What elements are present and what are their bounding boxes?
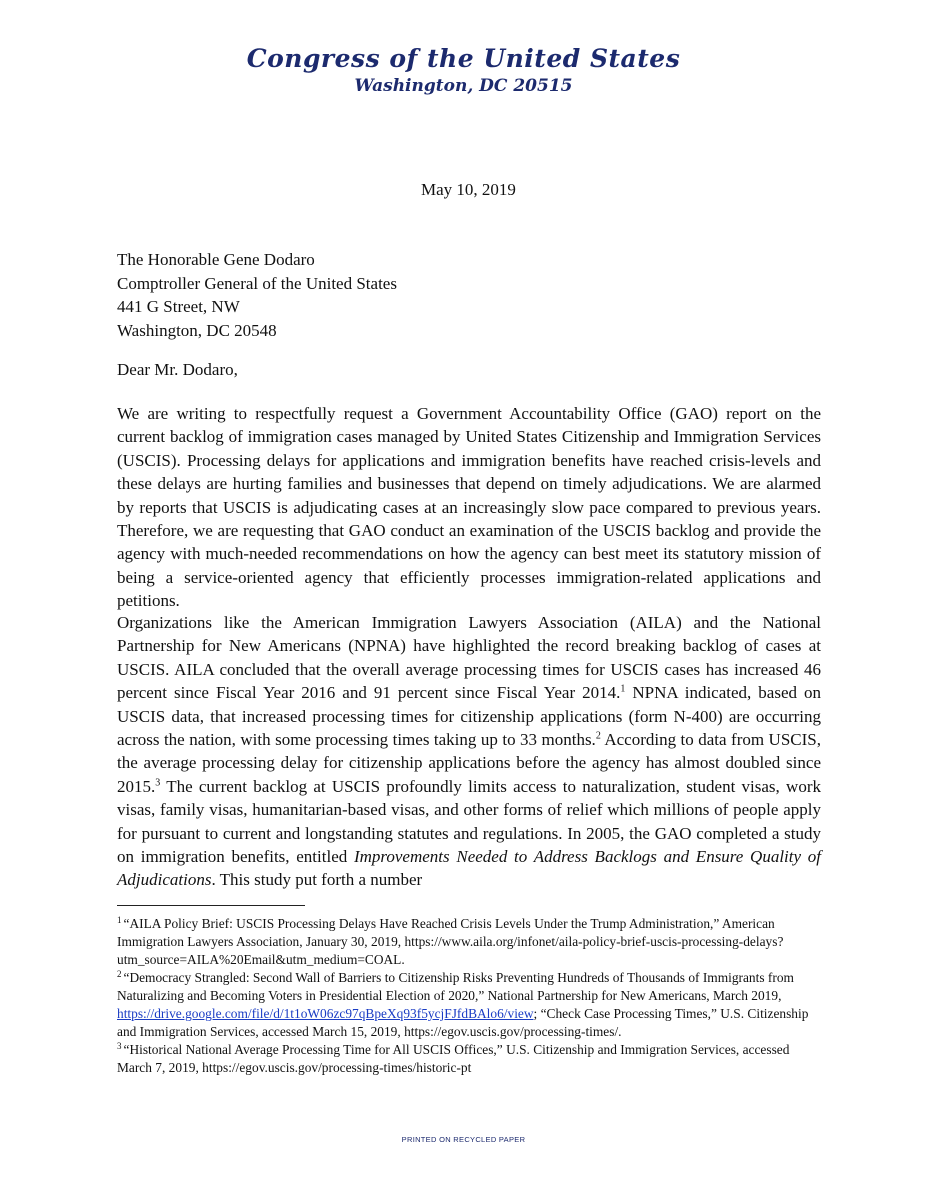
salutation: Dear Mr. Dodaro, bbox=[117, 360, 238, 379]
footnote-2-number: 2 bbox=[117, 968, 122, 979]
footnote-3-text: “Historical National Average Processing Time for All USCIS Offices,” U.S. Citizenship and Immigration Services, accessed March 7, 2019, https://egov.uscis.gov/processing-times/historic-pt bbox=[117, 1042, 790, 1075]
recipient-city: Washington, DC 20548 bbox=[117, 320, 277, 340]
letterhead bbox=[0, 44, 927, 98]
footnote-2-text-a: “Democracy Strangled: Second Wall of Barriers to Citizenship Risks Preventing Hundreds of Thousands of Immigrants from Naturalizing and Becoming Voters in Presidential Election of 2020,” National Partnership for New Americans, March 2019, bbox=[117, 970, 794, 1003]
p2-text-b: NPNA indicated, based on USCIS data, that increased processing times for citizenship applications (form N-400) are occurring across the nation, with some processing times taking up to 33 months. bbox=[117, 683, 822, 750]
letterhead-title: Congress of the United States bbox=[246, 44, 681, 73]
body-paragraph-2 bbox=[117, 611, 821, 892]
footnote-ref-3: 3 bbox=[155, 777, 161, 789]
footnote-1-number: 1 bbox=[117, 914, 122, 925]
footnote-ref-1: 1 bbox=[620, 683, 626, 695]
footnote-3 bbox=[117, 1041, 827, 1077]
footnote-2-link[interactable]: https://drive.google.com/file/d/1t1oW06zc97qBpeXq93f5ycjFJfdBAlo6/view bbox=[117, 1006, 534, 1021]
footnote-divider bbox=[117, 905, 305, 906]
recipient-title: Comptroller General of the United States bbox=[117, 273, 397, 293]
p2-text-d: The current backlog at USCIS profoundly limits access to naturalization, student visas, work visas, family visas, humanitarian-based visas, and other forms of relief which millions of people apply for pursuant to current and longstanding statutes and regulations. In 2005, the GAO completed a study on immigration benefits, entitled bbox=[117, 776, 821, 867]
footnote-ref-2: 2 bbox=[595, 730, 601, 742]
p2-text-a: Organizations like the American Immigration Lawyers Association (AILA) and the National Partnership for New Americans (NPNA) have highlighted the record breaking backlog of cases at USCIS. AILA concluded that the overall average processing times for USCIS cases has increased 46 percent since Fiscal Year 2016 and 91 percent since Fiscal Year 2014. bbox=[117, 613, 821, 703]
p2-text-e: . This study put forth a number bbox=[211, 870, 423, 890]
footnote-3-number: 3 bbox=[117, 1040, 122, 1051]
letterhead-subtitle: Washington, DC 20515 bbox=[354, 76, 573, 96]
body-paragraph-1: We are writing to respectfully request a Government Accountability Office (GAO) report on the current backlog of immigration cases managed by United States Citizenship and Immigration Services (USCIS). Processing delays for applications and immigration benefits have reached crisis-levels and these delays are hurting families and businesses that depend on timely adjudications. We are alarmed by reports that USCIS is adjudicating cases at an increasingly slow pace compared to previous years. Therefore, we are requesting that GAO conduct an examination of the USCIS backlog and provide the agency with much-needed recommendations on how the agency can best meet its statutory mission of being a service-oriented agency that efficiently processes immigration-related applications and petitions. bbox=[117, 404, 821, 611]
recipient-street: 441 G Street, NW bbox=[117, 297, 240, 316]
footnotes bbox=[117, 915, 827, 1077]
footnote-1 bbox=[117, 915, 827, 969]
recipient-name: The Honorable Gene Dodaro bbox=[117, 250, 315, 269]
footnote-2 bbox=[117, 969, 827, 1041]
recipient-address bbox=[117, 248, 397, 342]
study-title: Improvements Needed to Address Backlogs and Ensure Quality of Adjudications bbox=[117, 847, 821, 890]
p2-text-c: According to data from USCIS, the average processing delay for citizenship applications before the agency has almost doubled since 2015. bbox=[117, 730, 821, 796]
printed-on-recycled-paper: PRINTED ON RECYCLED PAPER bbox=[401, 1135, 526, 1144]
letter-date: May 10, 2019 bbox=[421, 180, 516, 199]
footnote-1-text: “AILA Policy Brief: USCIS Processing Delays Have Reached Crisis Levels Under the Trump Administration,” American Immigration Lawyers Association, January 30, 2019, https://www.aila.org/infonet/aila-policy-brief-uscis-processing-delays?utm_source=AILA%20Email&utm_medium=COAL. bbox=[117, 916, 784, 967]
footnote-2-text-b: ; “Check Case Processing Times,” U.S. Citizenship and Immigration Services, accessed March 15, 2019, https://egov.uscis.gov/processing-times/. bbox=[117, 1006, 809, 1039]
